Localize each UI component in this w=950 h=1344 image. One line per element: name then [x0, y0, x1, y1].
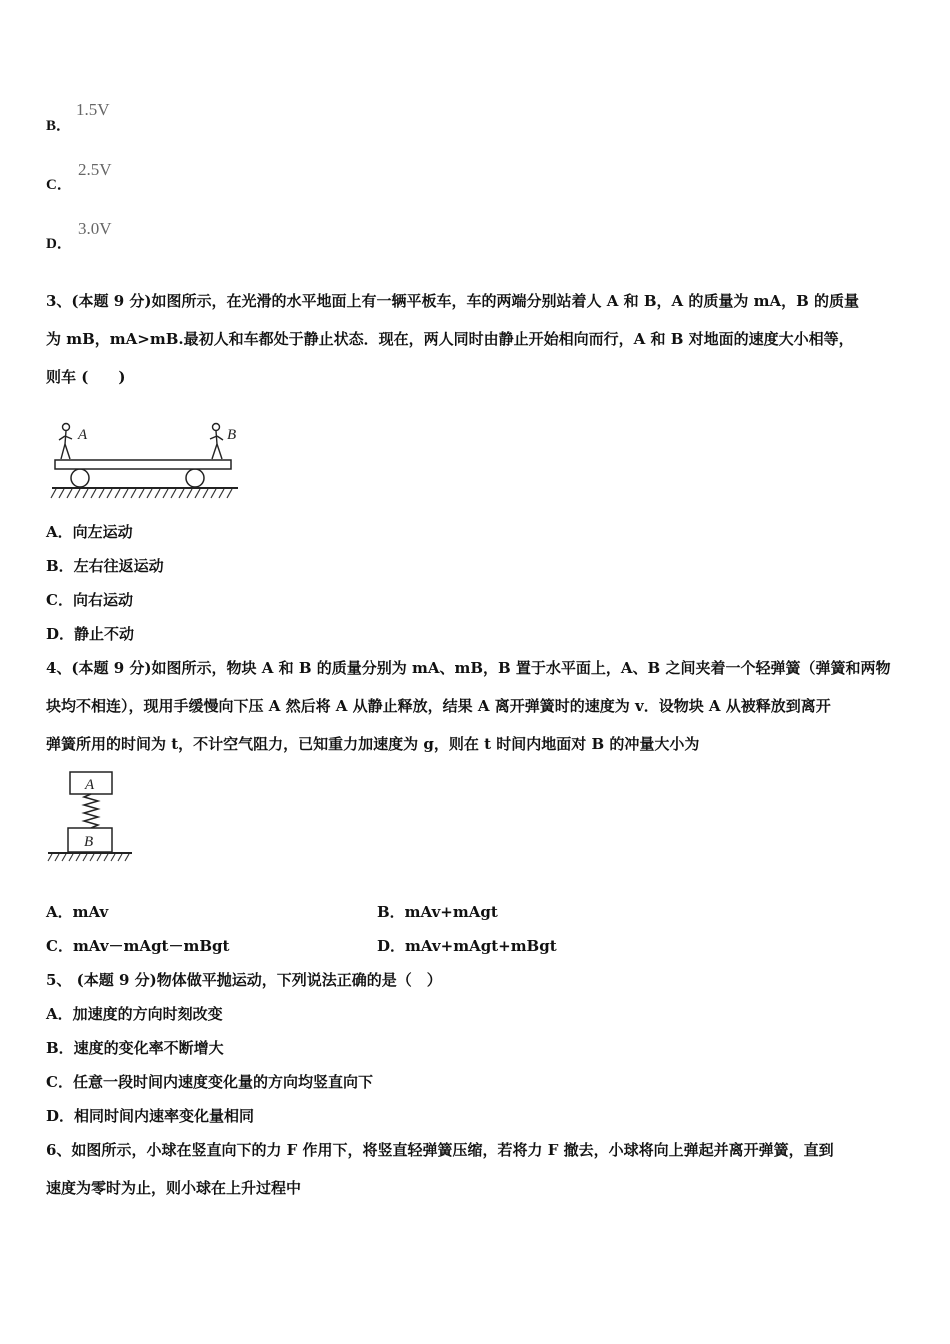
q3-stem-line-1: 3、(本题 9 分)如图所示，在光滑的水平地面上有一辆平板车，车的两端分别站着人 A 和 B，A 的质量为 mA，B 的质量 — [46, 292, 859, 310]
option-letter: B． — [46, 118, 72, 134]
q4-stem-line-3: 弹簧所用的时间为 t，不计空气阻力，已知重力加速度为 g，则在 t 时间内地面对 B 的冲量大小为 — [46, 735, 700, 753]
q4-label-b: B — [84, 834, 94, 850]
prev-option-d-value: 3.0V — [78, 219, 112, 238]
q5-stem: 5、 (本题 9 分)物体做平抛运动，下列说法正确的是（ ） — [46, 971, 442, 989]
q5-option-b[interactable]: B．速度的变化率不断增大 — [46, 1039, 224, 1057]
q3-option-b[interactable]: B．左右往返运动 — [46, 557, 164, 575]
q3-label-a: A — [78, 427, 88, 443]
q4-option-a[interactable]: A．mAv — [46, 903, 109, 921]
prev-option-b-value: 1.5V — [76, 100, 110, 119]
q6-stem-line-2: 速度为零时为止，则小球在上升过程中 — [46, 1179, 302, 1197]
q3-cart-figure — [50, 412, 242, 502]
option-letter: C． — [46, 177, 72, 193]
prev-option-c[interactable] — [46, 173, 72, 194]
q5-option-a[interactable]: A．加速度的方向时刻改变 — [46, 1005, 223, 1023]
q3-stem-line-3: 则车 ( ) — [46, 368, 126, 386]
q3-option-d[interactable]: D．静止不动 — [46, 625, 135, 643]
q6-stem-line-1: 6、如图所示，小球在竖直向下的力 F 作用下，将竖直轻弹簧压缩，若将力 F 撤去，小球将向上弹起并离开弹簧，直到 — [46, 1141, 834, 1159]
q3-label-b: B — [227, 427, 237, 443]
q3-option-c[interactable]: C．向右运动 — [46, 591, 133, 609]
q4-stem-line-1: 4、(本题 9 分)如图所示，物块 A 和 B 的质量分别为 mA、mB，B 置于水平面上，A、B 之间夹着一个轻弹簧（弹簧和两物 — [46, 659, 891, 677]
q4-option-c[interactable]: C．mAv－mAgt－mBgt — [46, 937, 230, 955]
q3-stem-line-2: 为 mB，mA>mB.最初人和车都处于静止状态．现在，两人同时由静止开始相向而行，A 和 B 对地面的速度大小相等， — [46, 330, 854, 348]
prev-option-b[interactable] — [46, 114, 71, 135]
q4-option-d[interactable]: D．mAv+mAgt+mBgt — [377, 937, 557, 955]
option-letter: D． — [46, 236, 72, 252]
q3-option-a[interactable]: A．向左运动 — [46, 523, 133, 541]
q4-label-a: A — [85, 777, 95, 793]
q4-stem-line-2: 块均不相连），现用手缓慢向下压 A 然后将 A 从静止释放，结果 A 离开弹簧时的速度为 v．设物块 A 从被释放到离开 — [46, 697, 831, 715]
q5-option-d[interactable]: D．相同时间内速率变化量相同 — [46, 1107, 255, 1125]
q5-option-c[interactable]: C．任意一段时间内速度变化量的方向均竖直向下 — [46, 1073, 373, 1091]
q4-option-b[interactable]: B．mAv+mAgt — [377, 903, 498, 921]
q4-spring-figure — [46, 768, 136, 866]
prev-option-d[interactable] — [46, 232, 72, 253]
prev-option-c-value: 2.5V — [78, 160, 112, 179]
